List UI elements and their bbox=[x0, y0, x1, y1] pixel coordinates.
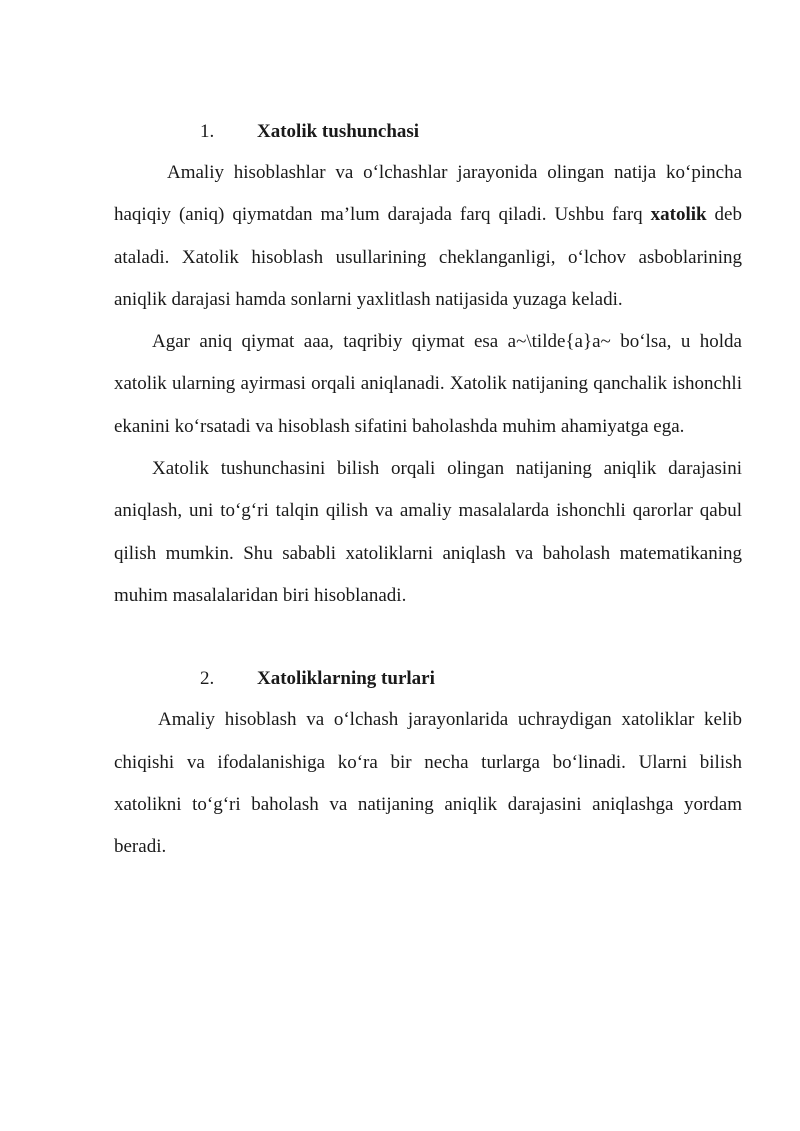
section-1-paragraph-2: Agar aniq qiymat aaa, taqribiy qiymat esa a~\tilde{a}a~ bo‘lsa, u holda xatolik ularning ayirmasi orqali aniqlanadi. Xatolik natijaning qanchalik ishonchli ekanini ko‘rsatadi va hisoblash sifatini baholashda muhim ahamiyatga ega. bbox=[114, 331, 742, 437]
section-1-paragraph-1-start: Amaliy hisoblashlar va o‘lchashlar jarayonida olingan natija ko‘pincha haqiqiy (aniq) qiymatdan ma’lum darajada farq qiladi. Ushbu farq bbox=[114, 162, 742, 226]
section-1-heading bbox=[114, 112, 742, 152]
section-spacer bbox=[114, 617, 742, 659]
section-2-title: Xatoliklarning turlari bbox=[257, 668, 435, 690]
document-page bbox=[114, 112, 742, 868]
section-1-number: 1. bbox=[200, 121, 215, 142]
term-xatolik: xatolik bbox=[650, 204, 707, 226]
section-1-paragraph-1-end: deb ataladi. Xatolik hisoblash usullarining cheklanganligi, o‘lchov asboblarining aniqlik darajasi hamda sonlarni yaxlitlash natijasida yuzaga keladi. bbox=[114, 204, 742, 310]
section-1-paragraph-1 bbox=[114, 152, 742, 321]
section-2-number: 2. bbox=[200, 668, 215, 690]
section-1-paragraph-3: Xatolik tushunchasini bilish orqali olingan natijaning aniqlik darajasini aniqlash, uni to‘g‘ri talqin qilish va amaliy masalalarda ishonchli qarorlar qabul qilish mumkin. Shu sababli xatoliklarni aniqlash va baholash matematikaning muhim masalalaridan biri hisoblanadi. bbox=[114, 458, 742, 606]
section-2-heading bbox=[114, 659, 742, 699]
section-2-paragraph-1: Amaliy hisoblash va o‘lchash jarayonlarida uchraydigan xatoliklar kelib chiqishi va ifodalanishiga ko‘ra bir necha turlarga bo‘linadi. Ularni bilish xatolikni to‘g‘ri baholash va natijaning aniqlik darajasini aniqlashga yordam beradi. bbox=[114, 709, 742, 858]
section-1-title: Xatolik tushunchasi bbox=[257, 121, 420, 142]
